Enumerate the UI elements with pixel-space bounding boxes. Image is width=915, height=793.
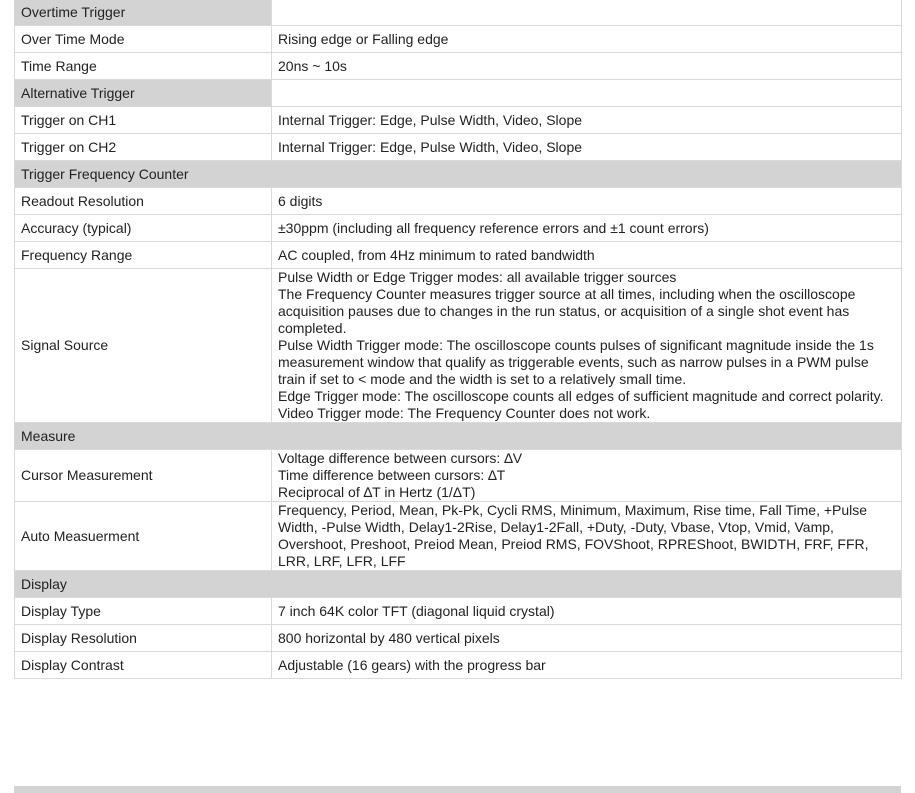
row-label: Over Time Mode (15, 26, 272, 53)
row-value: 7 inch 64K color TFT (diagonal liquid crystal) (272, 598, 902, 625)
table-row (15, 134, 902, 161)
table-row (15, 242, 902, 269)
row-value: Adjustable (16 gears) with the progress bar (272, 652, 902, 679)
table-row (15, 215, 902, 242)
row-label: Display Type (15, 598, 272, 625)
section-title: Measure (15, 423, 902, 450)
table-row (15, 450, 902, 502)
section-header-overtime-trigger (15, 0, 902, 26)
table-row (15, 598, 902, 625)
section-blank-cell (272, 0, 902, 26)
row-label: Trigger on CH1 (15, 107, 272, 134)
table-row (15, 53, 902, 80)
row-value: Frequency, Period, Mean, Pk-Pk, Cycli RMS, Minimum, Maximum, Rise time, Fall Time, +Pulse Width, -Pulse Width, Delay1-2Rise, Delay1-2Fall, +Duty, -Duty, Vbase, Vtop, Vmid, Vamp, Overshoot, Preshoot, Preiod Mean, Preiod RMS, FOVShoot, RPREShoot, BWIDTH, FRF, FFR, LRR, LRF, LFR, LFF (272, 502, 902, 571)
next-section-header-edge (14, 786, 901, 793)
row-value: Rising edge or Falling edge (272, 26, 902, 53)
row-label: Display Resolution (15, 625, 272, 652)
row-label: Display Contrast (15, 652, 272, 679)
row-label: Trigger on CH2 (15, 134, 272, 161)
row-label: Auto Measuerment (15, 502, 272, 571)
row-value: Voltage difference between cursors: ∆V Time difference between cursors: ∆T Reciprocal of ∆T in Hertz (1/ΔT) (272, 450, 902, 502)
section-blank-cell (272, 80, 902, 107)
section-title: Display (15, 571, 902, 598)
section-title: Trigger Frequency Counter (15, 161, 902, 188)
row-label: Signal Source (15, 269, 272, 423)
section-title: Overtime Trigger (15, 0, 272, 26)
row-label: Accuracy (typical) (15, 215, 272, 242)
row-label: Frequency Range (15, 242, 272, 269)
table-row (15, 269, 902, 423)
table-row (15, 188, 902, 215)
row-value: AC coupled, from 4Hz minimum to rated bandwidth (272, 242, 902, 269)
row-value: 6 digits (272, 188, 902, 215)
row-label: Cursor Measurement (15, 450, 272, 502)
row-value: Pulse Width or Edge Trigger modes: all available trigger sources The Frequency Counter measures trigger source at all times, including when the oscilloscope acquisition pauses due to changes in the run status, or acquisition of a single shot event has completed. Pulse Width Trigger mode: The oscilloscope counts pulses of significant magnitude inside the 1s measurement window that qualify as triggerable events, such as narrow pulses in a PWM pulse train if set to < mode and the width is set to a relatively small time. Edge Trigger mode: The oscilloscope counts all edges of sufficient magnitude and correct polarity. Video Trigger mode: The Frequency Counter does not work. (272, 269, 902, 423)
section-header-trigger-frequency-counter (15, 161, 902, 188)
specifications-table (14, 0, 902, 679)
row-label: Readout Resolution (15, 188, 272, 215)
section-title: Alternative Trigger (15, 80, 272, 107)
row-value: ±30ppm (including all frequency reference errors and ±1 count errors) (272, 215, 902, 242)
section-header-alternative-trigger (15, 80, 902, 107)
row-value: Internal Trigger: Edge, Pulse Width, Video, Slope (272, 107, 902, 134)
row-value: Internal Trigger: Edge, Pulse Width, Video, Slope (272, 134, 902, 161)
row-value: 800 horizontal by 480 vertical pixels (272, 625, 902, 652)
table-row (15, 652, 902, 679)
table-row (15, 26, 902, 53)
table-row (15, 107, 902, 134)
row-label: Time Range (15, 53, 272, 80)
section-header-measure (15, 423, 902, 450)
row-value: 20ns ~ 10s (272, 53, 902, 80)
table-row (15, 502, 902, 571)
table-row (15, 625, 902, 652)
section-header-display (15, 571, 902, 598)
